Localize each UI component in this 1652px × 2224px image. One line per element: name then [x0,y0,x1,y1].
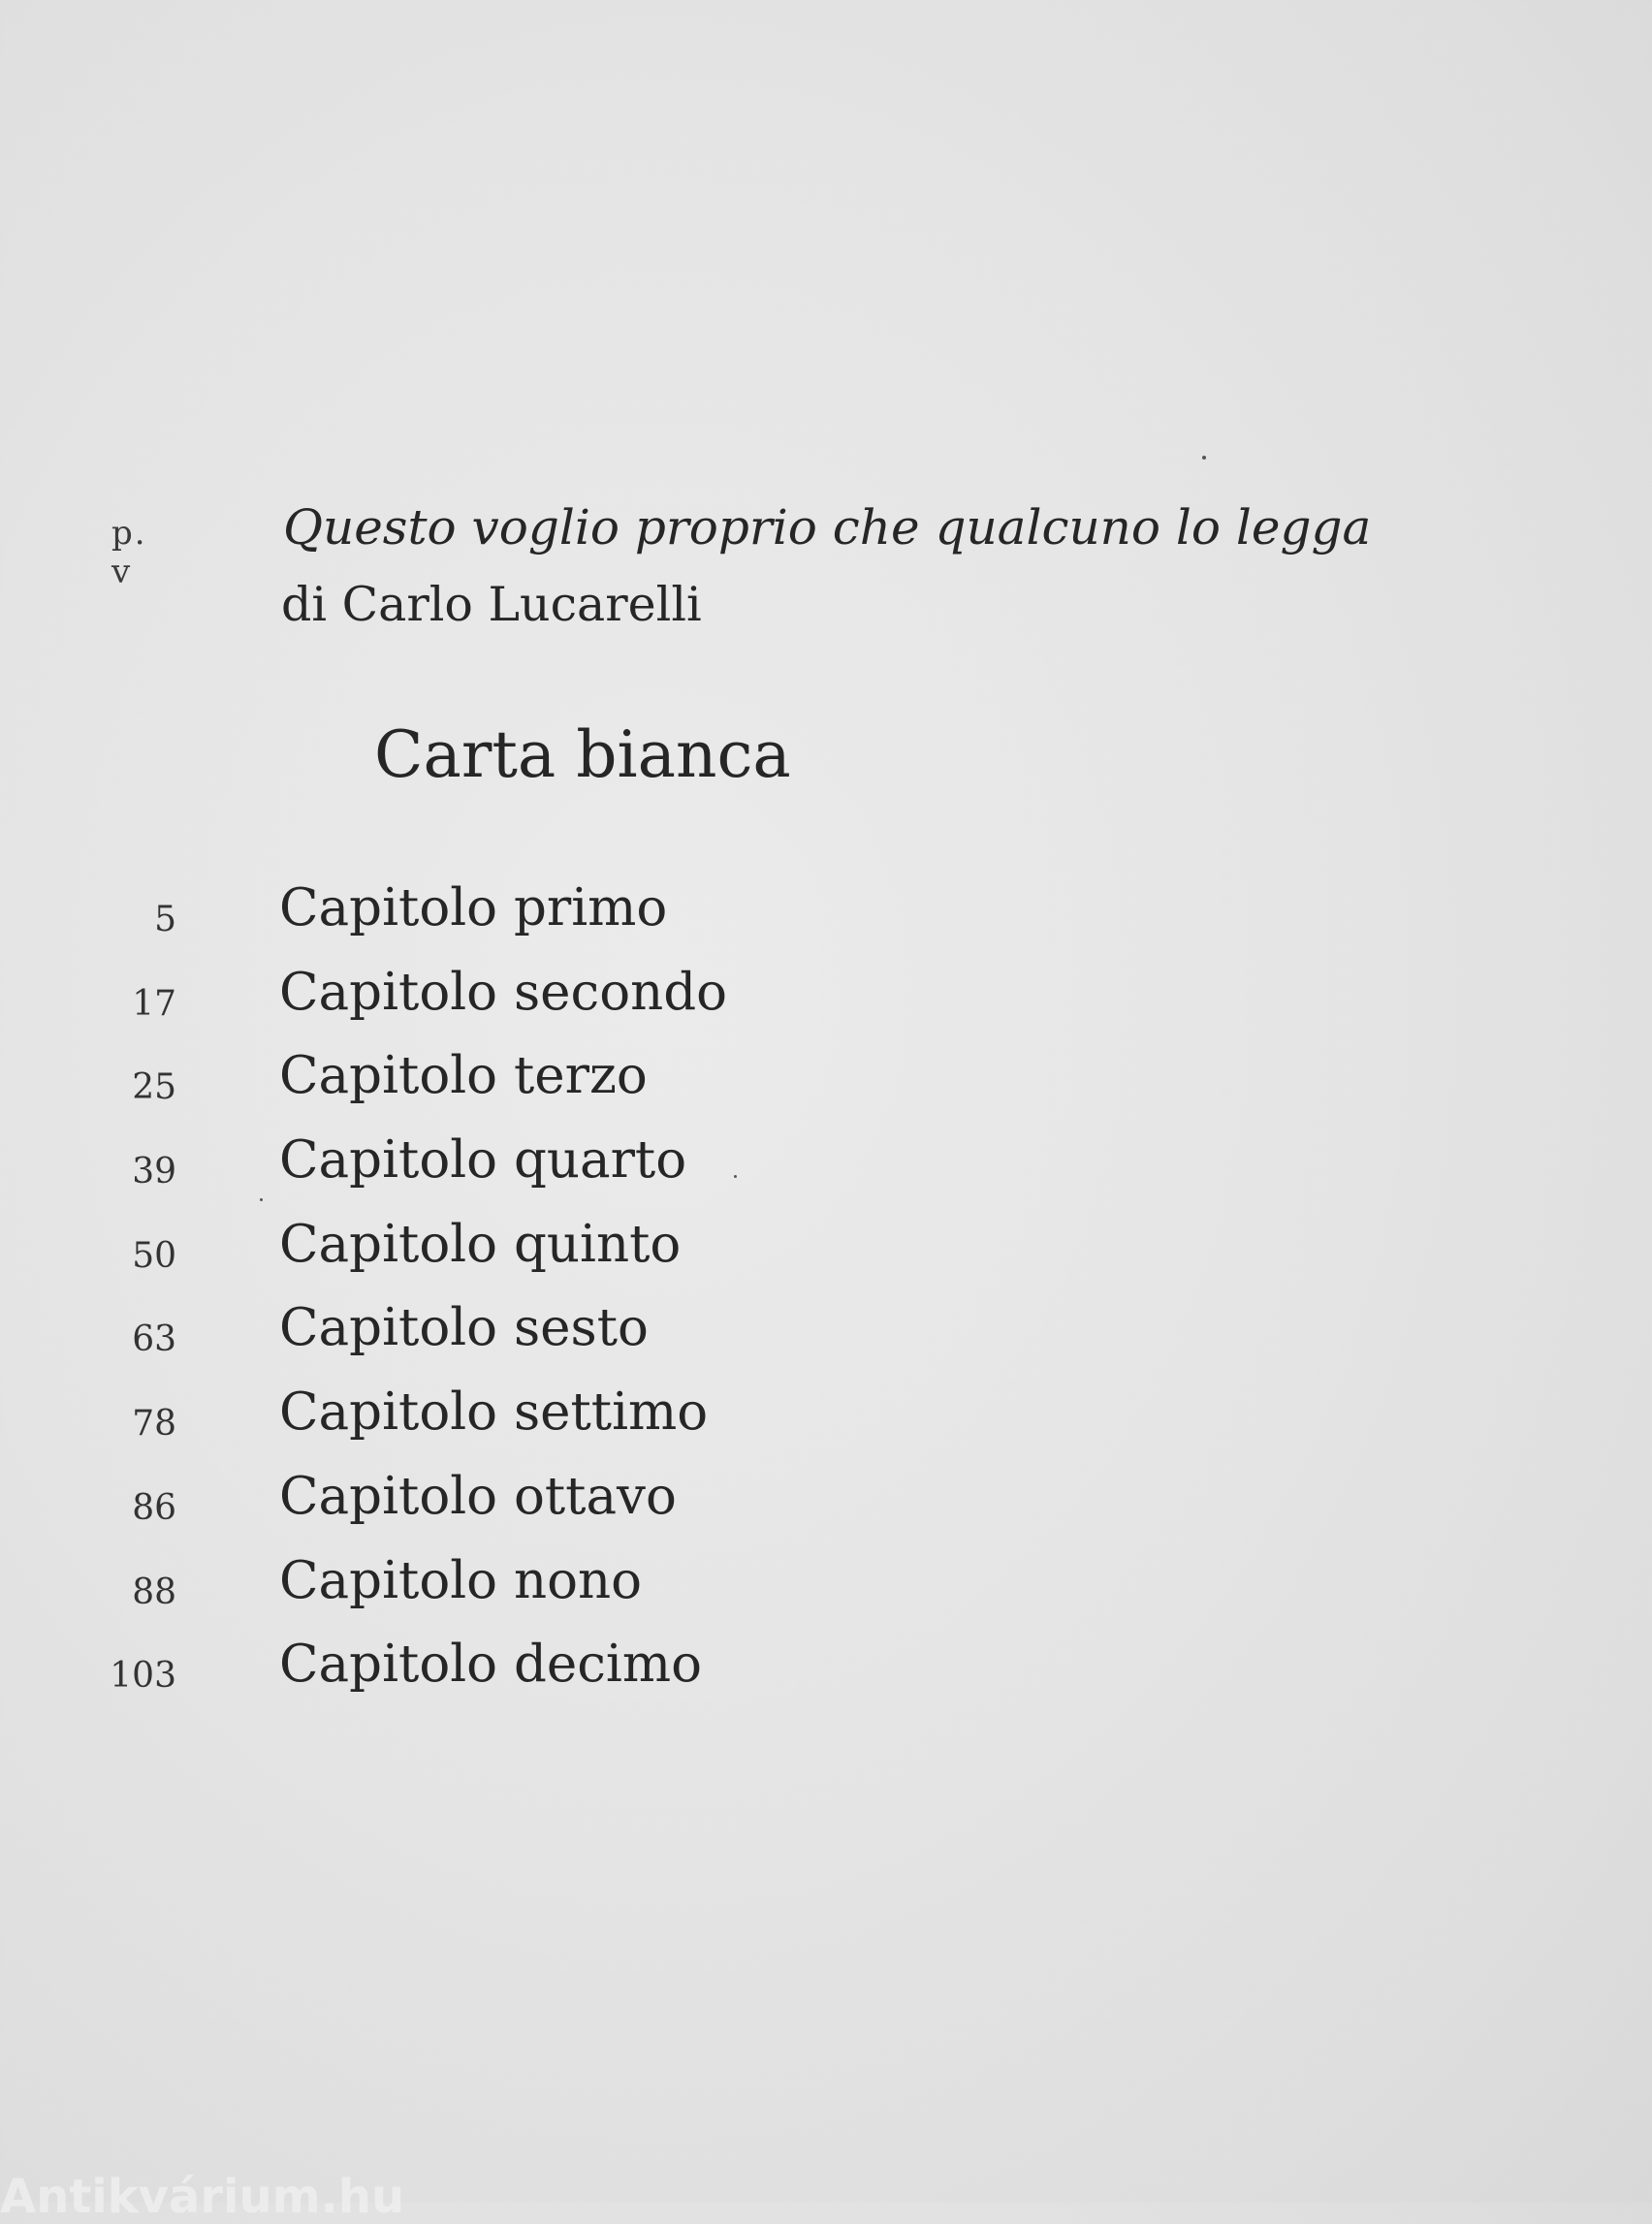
paper-speck [1202,456,1206,460]
toc-chapter-title: Capitolo decimo [279,1635,703,1695]
toc-page-number: 78 [132,1404,176,1445]
toc-chapter-title: Capitolo terzo [279,1046,648,1106]
intro-author: di Carlo Lucarelli [281,577,702,632]
toc-page-number: 50 [132,1235,176,1276]
toc-chapter-title: Capitolo quinto [279,1214,682,1274]
toc-page-number: 86 [132,1487,176,1528]
intro-title: Questo voglio proprio che qualcuno lo legga [283,499,1372,556]
watermark: Antikvárium.hu [0,2170,405,2224]
toc-chapter-title: Capitolo nono [279,1550,643,1610]
section-title: Carta bianca [374,717,791,792]
toc-page-number: 39 [132,1152,176,1192]
paper-speck [734,1175,737,1178]
toc-chapter-title: Capitolo primo [279,878,668,937]
toc-page-number: 25 [132,1067,176,1108]
toc-chapter-title: Capitolo secondo [279,962,728,1022]
toc-chapter-title: Capitolo sesto [279,1298,649,1358]
toc-page-number: 103 [110,1656,176,1697]
intro-page-number: p. v [111,514,147,591]
toc-page-number: 63 [132,1319,176,1360]
toc-chapter-title: Capitolo ottavo [279,1466,677,1526]
toc-page-number: 88 [132,1572,176,1612]
toc-chapter-title: Capitolo settimo [279,1382,709,1443]
toc-page-number: 17 [132,983,176,1024]
toc-page-number: 5 [154,900,176,939]
toc-chapter-title: Capitolo quarto [279,1130,687,1191]
paper-speck [260,1198,263,1201]
